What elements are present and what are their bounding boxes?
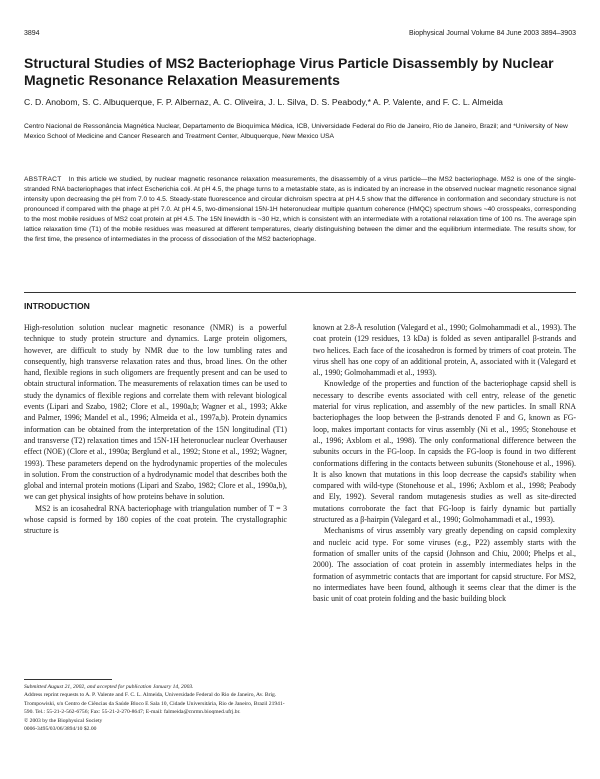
paragraph: MS2 is an icosahedral RNA bacteriophage with triangulation number of T = 3 whose capsid is formed by 180 copies of the coat protein. The crystallographic structure is xyxy=(24,503,287,536)
author-list: C. D. Anobom, S. C. Albuquerque, F. P. Albernaz, A. C. Oliveira, J. L. Silva, D. S. Peabody,* A. P. Valente, and F. C. L. Almeida xyxy=(24,97,503,107)
abstract xyxy=(24,175,576,245)
page-number: 3894 xyxy=(24,30,40,37)
paragraph: Knowledge of the properties and function of the bacteriophage capsid shell is necessary to describe events associated with cell entry, release of the genetic material for virus replication, and assembly of the new particles. In small RNA bacteriophages the loop between the β-strands denoted F and G, known as FG-loop, makes important contacts for virus assembly (Ni et al., 1995; Stonehouse et al., 1996; Axblom et al., 1998). The only conformational difference between the subunits occurs in the FG-loop. In capsids the FG-loop is found in two different conformations differing in the contacts between subunits (Stonehouse et al., 1996). It is also known that mutations in this loop decrease the capsid's stability when compared with wild-type (Stonehouse et al., 1996; Axblom et al., 1998; Peabody and Ely, 1992). Several random mutagenesis studies as well as site-directed mutations corroborate the fact that FG-loop is fairly dynamic but partially structured as a β-hairpin (Valegard et al., 1990; Golmohammadi et al., 1993). xyxy=(313,379,576,525)
abstract-label: ABSTRACT xyxy=(24,176,62,183)
copyright-line: © 2003 by the Biophysical Society xyxy=(24,717,103,724)
abstract-divider xyxy=(24,292,576,293)
reprint-address: Address reprint requests to A. P. Valente and F. C. L. Almeida, Universidade Federal do Rio de Janeiro, Av. Brig. Trompowiski, s/n Centro de Ciências da Saúde Bloco E Sala 10, Cidade Universitária, Rio de Janeiro, Brazil 21941-590. Tel.: 55-21-2-562-6756; Fax: 55-21-2-270-8647; E-mail: falmeida@cnrmn.bioqmed.ufrj.br. xyxy=(24,692,285,716)
paragraph: known at 2.8-Å resolution (Valegard et al., 1990; Golmohammadi et al., 1993). The coat protein (129 residues, 13 kDa) is folded as seven antiparallel β-strands and two helices. Each face of the icosahedron is formed by trimers of coat protein. The virus shell has one copy of an additional protein, A, associated with it (Valegard et al., 1990; Golmohammadi et al., 1993). xyxy=(313,323,576,378)
article-title: Structural Studies of MS2 Bacteriophage Virus Particle Disassembly by Nuclear Magnetic Resonance Relaxation Measurements xyxy=(24,55,554,88)
footnote xyxy=(24,683,287,733)
section-heading-introduction: INTRODUCTION xyxy=(24,301,90,311)
body-column-right xyxy=(313,322,576,604)
body-column-left xyxy=(24,322,287,537)
journal-citation: Biophysical Journal Volume 84 June 2003 3894–3903 xyxy=(409,30,576,37)
affiliations: Centro Nacional de Ressonância Magnética Nuclear, Departamento de Bioquímica Médica, ICB, Universidade Federal do Rio de Janeiro, Rio de Janeiro, Brazil; and *University of New Mexico School of Medicine and Cancer Research and Treatment Center, Albuquerque, New Mexico USA xyxy=(24,123,568,140)
submission-dates: Submitted August 21, 2002, and accepted for publication January 14, 2003. xyxy=(24,684,194,690)
footnote-divider xyxy=(24,679,112,680)
paragraph: Mechanisms of virus assembly vary greatly depending on capsid complexity and nucleic acid type. For some viruses (e.g., P22) assembly starts with the formation of smaller units of the capsid (Johnson and Chiu, 2000; Phelps et al., 2000). The association of coat protein in assembly intermediates helps in the formation of asymmetric contacts that are important for capsid structure. For MS2, no intermediates have been found, although it seems clear that the dimer is the basic unit of coat protein folding and the basic building block xyxy=(313,526,576,604)
issn-line: 0006-3495/03/06/3894/10 $2.00 xyxy=(24,726,97,733)
paragraph: High-resolution solution nuclear magnetic resonance (NMR) is a powerful technique to study protein structure and dynamics. Large protein oligomers, however, are difficult to study by NMR due to the low tumbling rates and consequently, high transverse relaxation rates and thus, broad lines. On the other hand, flexible regions in such oligomers are frequently present and can be used to obtain structural information. The measurements of relaxation times can be used to study the dynamics of flexible regions and correlate them with relevant biological events (Lipari and Szabo, 1982; Clore et al., 1990a,b; Wagner et al., 1993; Akke and Palmer, 1996; Mandel et al., 1996; Almeida et al., 1997a,b). Protein dynamics information can be obtained from the interpretation of the 15N longitudinal (T1) and transverse (T2) relaxation times and 15N-1H heteronuclear nuclear Overhauser effect (NOE) (Clore et al., 1990a; Berglund et al., 1992; Stone et al., 1992; Wagner, 1993). These parameters depend on the hydrodynamic properties of the molecules in solution. From the construction of a hydrodynamic model that describes both the global and internal protein motions (Lipari and Szabo, 1982; Clore et al., 1990a,b), we can get physical insights of how proteins behave in solution. xyxy=(24,323,287,502)
abstract-text: In this article we studied, by nuclear magnetic resonance relaxation measurements, the disassembly of a virus particle—the MS2 bacteriophage. MS2 is one of the single-stranded RNA bacteriophages that infect Escherichia coli. At pH 4.5, the phage turns to a metastable state, as is indicated by an increase in the observed nuclear magnetic resonance signal intensity upon decreasing the pH from 7.0 to 4.5. Steady-state fluorescence and circular dichroism spectra at pH 4.5 show that the difference in conformation and secondary structure is not pronounced if compared with the phage at pH 7.0. At pH 4.5, two-dimensional 15N-1H heteronuclear multiple quantum coherence (HMQC) spectrum shows ~40 crosspeaks, corresponding to the most mobile residues of MS2 coat protein at pH 4.5. The 15N linewidth is ~30 Hz, which is consistent with an intermediate with a rotational relaxation time of 100 ns. The average spin lattice relaxation time (T1) of the mobile residues was measured at different temperatures, clearly distinguishing between the dimer and the equilibrium intermediate. The results show, for the first time, the presence of intermediates in the process of dissociation of the MS2 bacteriophage. xyxy=(24,176,576,243)
